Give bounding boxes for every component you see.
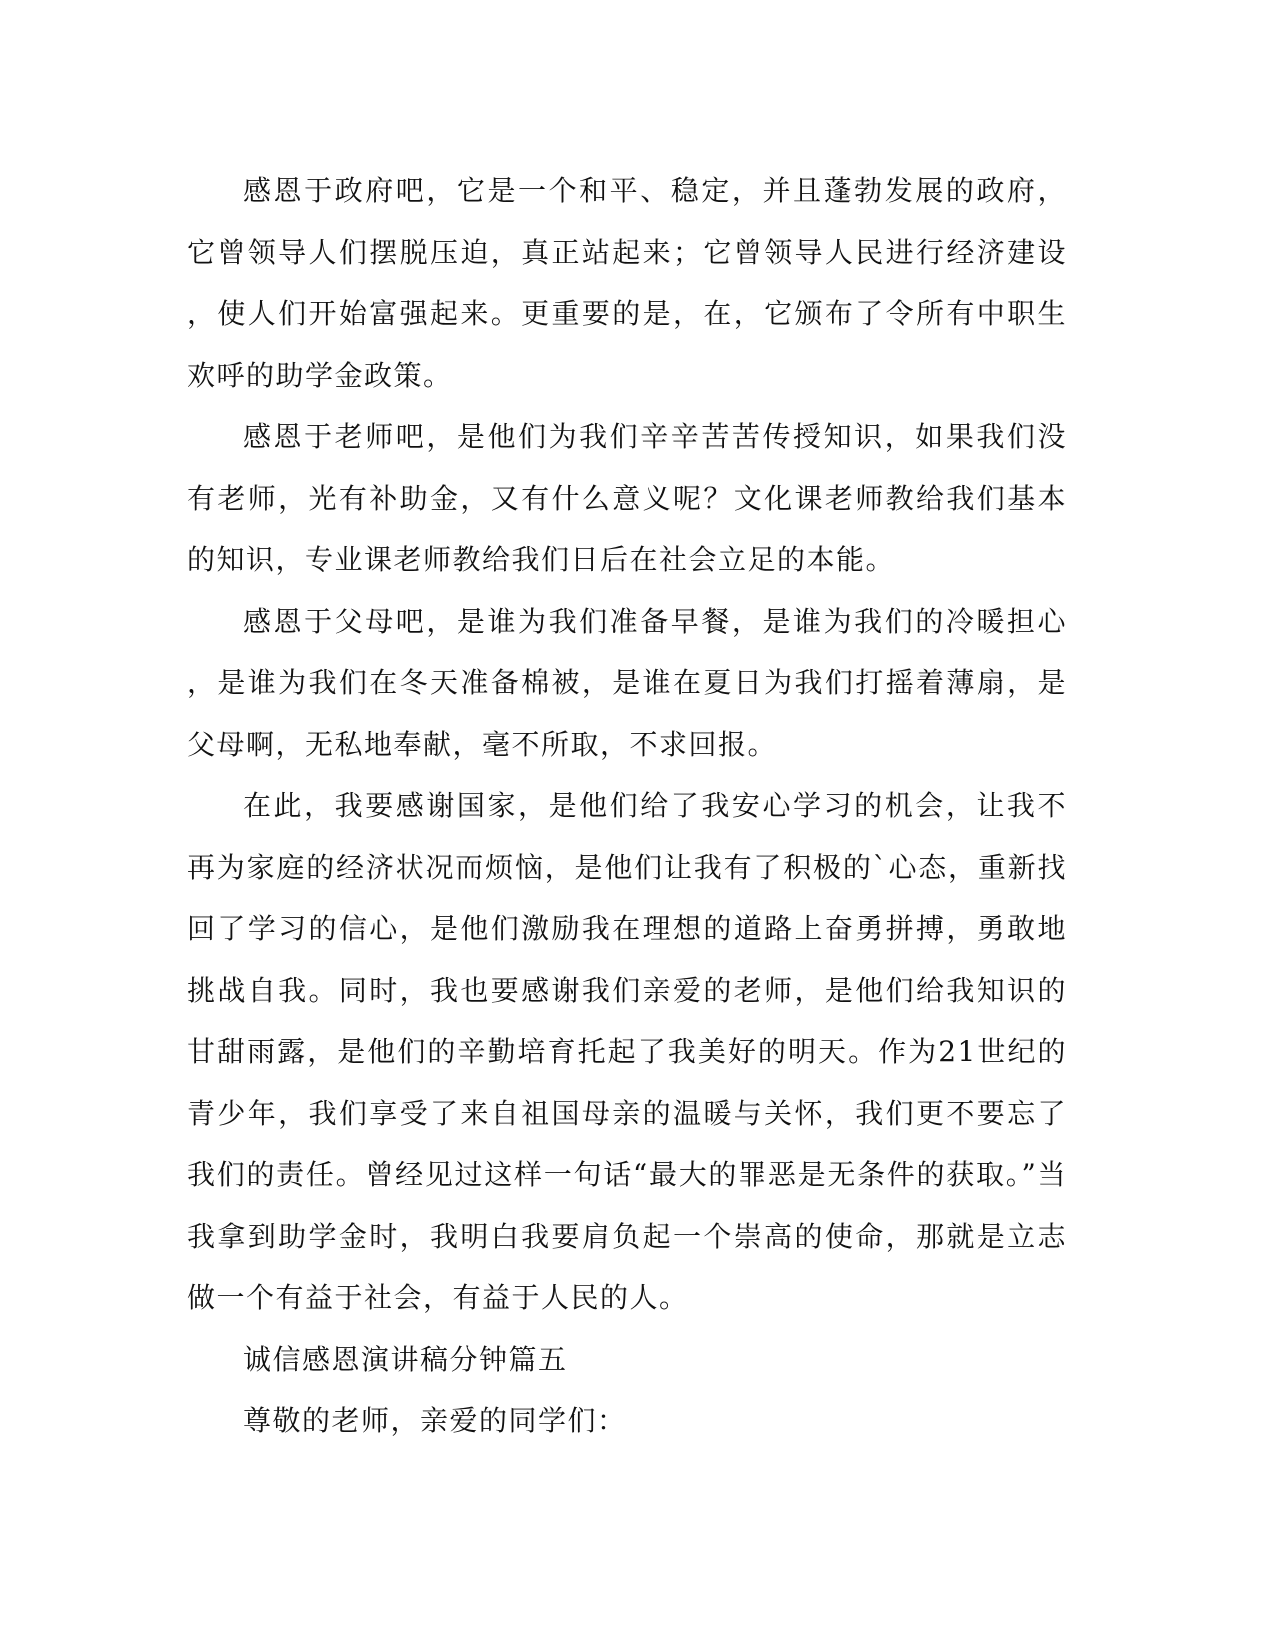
paragraph-thanks: 在此，我要感谢国家，是他们给了我安心学习的机会，让我不再为家庭的经济状况而烦恼，是他们让我有了积极的`心态，重新找回了学习的信心，是他们激励我在理想的道路上奋勇拼搏，勇敢地挑战自我。同时，我也要感谢我们亲爱的老师，是他们给我知识的甘甜雨露，是他们的辛勤培育托起了我美好的明天。作为21世纪的青少年，我们享受了来自祖国母亲的温暖与关怀，我们更不要忘了我们的责任。曾经见过这样一句话“最大的罪恶是无条件的获取。”当我拿到助学金时，我明白我要肩负起一个崇高的使命，那就是立志做一个有益于社会，有益于人民的人。 <box>187 789 1067 1314</box>
document-body <box>187 160 1067 1452</box>
paragraph-government: 感恩于政府吧，它是一个和平、稳定，并且蓬勃发展的政府，它曾领导人们摆脱压迫，真正站起来；它曾领导人民进行经济建设，使人们开始富强起来。更重要的是，在，它颁布了令所有中职生欢呼的助学金政策。 <box>187 174 1067 392</box>
paragraph-parents: 感恩于父母吧，是谁为我们准备早餐，是谁为我们的冷暖担心，是谁为我们在冬天准备棉被，是谁在夏日为我们打摇着薄扇，是父母啊，无私地奉献，毫不所取，不求回报。 <box>187 604 1067 761</box>
paragraph-teachers: 感恩于老师吧，是他们为我们辛辛苦苦传授知识，如果我们没有老师，光有补助金，又有什么意义呢？文化课老师教给我们基本的知识，专业课老师教给我们日后在社会立足的本能。 <box>187 420 1067 576</box>
section-title: 诚信感恩演讲稿分钟篇五 <box>243 1342 568 1376</box>
salutation: 尊敬的老师，亲爱的同学们： <box>243 1404 627 1437</box>
